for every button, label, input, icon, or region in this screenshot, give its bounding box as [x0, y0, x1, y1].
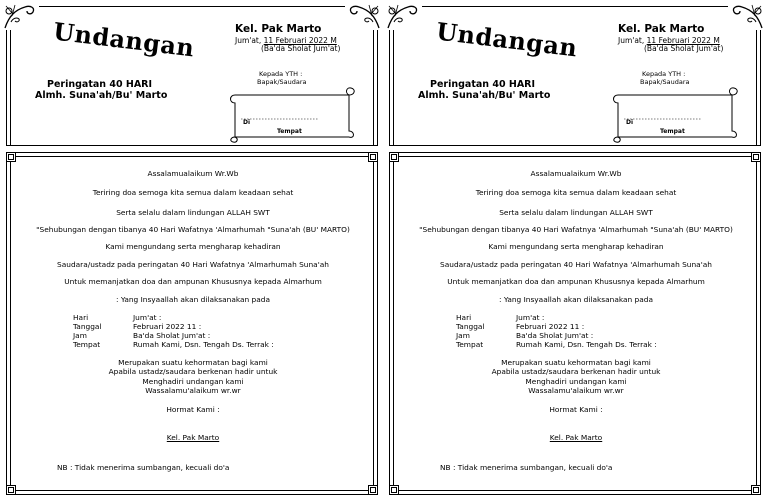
closing-line: Apabila ustadz/saudara berkenan hadir untuk	[108, 367, 278, 376]
corner-ornament-icon	[751, 152, 761, 162]
recipient-title: Bapak/Saudara	[640, 78, 690, 86]
date-note: (Ba'da Sholat Jum'at)	[644, 44, 724, 53]
letter-line: Teriring doa semoga kita semua dalam keadaan sehat	[475, 188, 677, 197]
letter-line: Untuk memanjatkan doa dan ampunan Khususnya kepada Almarhum	[64, 277, 322, 286]
schedule-row	[456, 331, 593, 340]
envelope-panel	[6, 6, 378, 146]
schedule-key: Tempat	[456, 340, 484, 349]
date-note: (Ba'da Sholat Jum'at)	[261, 44, 341, 53]
deceased-name: Almh. Suna'ah/Bu' Marto	[35, 90, 168, 101]
corner-ornament-icon	[6, 152, 16, 162]
letter-line: "Sehubungan dengan tibanya 40 Hari Wafatnya 'Almarhumah "Suna'ah (BU' MARTO)	[419, 225, 733, 234]
signature: Kel. Pak Marto	[166, 433, 220, 442]
schedule-value: Ba'da Sholat Jum'at :	[133, 331, 211, 340]
letter-line: Serta selalu dalam lindungan ALLAH SWT	[116, 208, 270, 217]
event-title: Peringatan 40 HARI	[47, 79, 153, 90]
corner-ornament-icon	[389, 485, 399, 495]
schedule-row	[73, 340, 274, 349]
schedule-row	[456, 313, 544, 322]
invitation-title: Undangan	[434, 16, 580, 63]
letter-line: : Yang Insyaallah akan dilaksanakan pada	[116, 295, 270, 304]
corner-ornament-icon	[389, 152, 399, 162]
family-name: Kel. Pak Marto	[235, 23, 322, 35]
schedule-value: Februari 2022 11 :	[133, 322, 202, 331]
schedule-row	[73, 313, 161, 322]
address-di: Di	[626, 119, 634, 126]
schedule-key: Jam	[456, 331, 470, 340]
date-prefix: Jum'at,	[235, 36, 262, 45]
corner-ornament-icon	[6, 485, 16, 495]
letter-line: Untuk memanjatkan doa dan ampunan Khususnya kepada Almarhum	[447, 277, 705, 286]
family-name: Kel. Pak Marto	[618, 23, 705, 35]
footnote: NB : Tidak menerima sumbangan, kecuali do'a	[440, 463, 613, 472]
event-title: Peringatan 40 HARI	[430, 79, 536, 90]
schedule-key: Tanggal	[73, 322, 102, 331]
letter-line: : Yang Insyaallah akan dilaksanakan pada	[499, 295, 653, 304]
corner-ornament-icon	[751, 485, 761, 495]
letter-line: "Sehubungan dengan tibanya 40 Hari Wafatnya 'Almarhumah "Suna'ah (BU' MARTO)	[36, 225, 350, 234]
schedule-key: Hari	[73, 313, 89, 322]
address-tempat: Tempat	[660, 128, 685, 135]
floral-ornament-icon	[345, 2, 381, 30]
schedule-key: Jam	[73, 331, 87, 340]
schedule-key: Hari	[456, 313, 472, 322]
closing-line: Merupakan suatu kehormatan bagi kami	[118, 358, 268, 367]
closing-line: Merupakan suatu kehormatan bagi kami	[501, 358, 651, 367]
closing-line: Wassalamu'alaikum wr.wr	[528, 386, 624, 395]
signature: Kel. Pak Marto	[549, 433, 603, 442]
footnote: NB : Tidak menerima sumbangan, kecuali do'a	[57, 463, 230, 472]
schedule-value: Februari 2022 11 :	[516, 322, 585, 331]
letter-panel	[6, 152, 378, 495]
corner-ornament-icon	[368, 152, 378, 162]
letter-line: Saudara/ustadz pada peringatan 40 Hari Wafatnya 'Almarhumah Suna'ah	[440, 260, 712, 269]
schedule-value: Rumah Kami, Dsn. Tengah Ds. Terrak :	[133, 340, 274, 349]
envelope-panel	[389, 6, 761, 146]
closing-line: Wassalamu'alaikum wr.wr	[145, 386, 241, 395]
address-tempat: Tempat	[277, 128, 302, 135]
deceased-name: Almh. Suna'ah/Bu' Marto	[418, 90, 551, 101]
floral-ornament-icon	[728, 2, 764, 30]
corner-ornament-icon	[368, 485, 378, 495]
schedule-row	[73, 331, 210, 340]
recipient-label: Kepada YTH :	[642, 70, 686, 78]
letter-line: Saudara/ustadz pada peringatan 40 Hari Wafatnya 'Almarhumah Suna'ah	[57, 260, 329, 269]
letter-line: Kami mengundang serta mengharap kehadiran	[488, 242, 664, 251]
letter-panel	[389, 152, 761, 495]
greeting: Assalamualaikum Wr.Wb	[530, 169, 622, 178]
schedule-row	[73, 322, 201, 331]
floral-ornament-icon	[386, 2, 422, 30]
floral-ornament-icon	[3, 2, 39, 30]
schedule-key: Tempat	[73, 340, 101, 349]
letter-line: Serta selalu dalam lindungan ALLAH SWT	[499, 208, 653, 217]
hormat-label: Hormat Kami :	[166, 405, 220, 414]
schedule-value: Jum'at :	[516, 313, 545, 322]
schedule-row	[456, 340, 657, 349]
schedule-key: Tanggal	[456, 322, 485, 331]
letter-line: Kami mengundang serta mengharap kehadiran	[105, 242, 281, 251]
hormat-label: Hormat Kami :	[549, 405, 603, 414]
invitation-title: Undangan	[51, 16, 197, 63]
schedule-value: Rumah Kami, Dsn. Tengah Ds. Terrak :	[516, 340, 657, 349]
closing-line: Menghadiri undangan kami	[525, 377, 627, 386]
schedule-value: Ba'da Sholat Jum'at :	[516, 331, 594, 340]
greeting: Assalamualaikum Wr.Wb	[147, 169, 239, 178]
date-value: 11 Februari 2022 M	[263, 36, 337, 45]
date-prefix: Jum'at,	[618, 36, 645, 45]
recipient-title: Bapak/Saudara	[257, 78, 307, 86]
address-di: Di	[243, 119, 251, 126]
date-value: 11 Februari 2022 M	[646, 36, 720, 45]
recipient-label: Kepada YTH :	[259, 70, 303, 78]
closing-line: Apabila ustadz/saudara berkenan hadir untuk	[491, 367, 661, 376]
schedule-row	[456, 322, 584, 331]
closing-line: Menghadiri undangan kami	[142, 377, 244, 386]
letter-line: Teriring doa semoga kita semua dalam keadaan sehat	[92, 188, 294, 197]
schedule-value: Jum'at :	[133, 313, 162, 322]
